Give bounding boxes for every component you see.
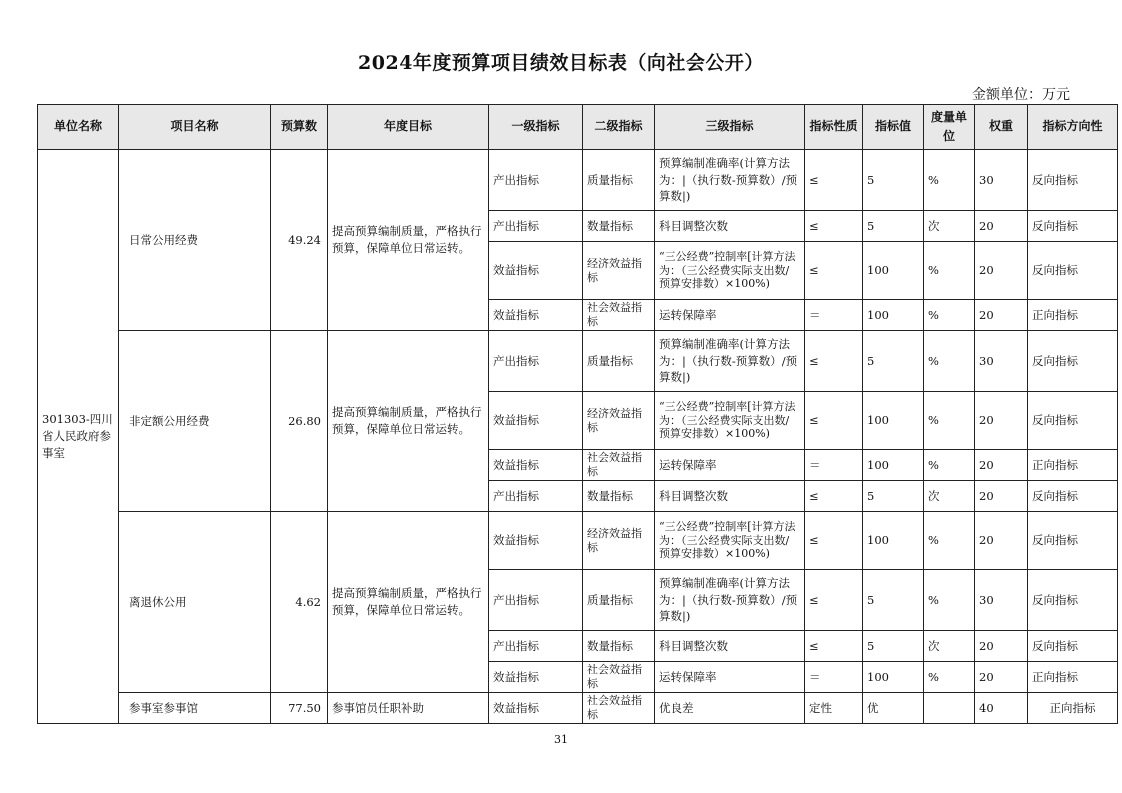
- header-measure-unit: 度量单位: [924, 105, 975, 150]
- value-cell: 优: [863, 693, 924, 724]
- table-row: [38, 150, 1118, 211]
- goal-cell: 参事馆员任职补助: [328, 693, 489, 724]
- goal-cell: 提高预算编制质量，严格执行预算，保障单位日常运转。: [328, 150, 489, 331]
- nature-cell: ≤: [805, 392, 863, 450]
- budget-cell: 49.24: [271, 150, 328, 331]
- l1-cell: 效益指标: [489, 300, 583, 331]
- nature-cell: ＝: [805, 662, 863, 693]
- l3-cell: 科目调整次数: [655, 211, 805, 242]
- l1-cell: 产出指标: [489, 570, 583, 631]
- l1-cell: 效益指标: [489, 392, 583, 450]
- measure-unit-cell: %: [924, 242, 975, 300]
- l3-cell: 科目调整次数: [655, 631, 805, 662]
- l2-cell: 质量指标: [583, 150, 655, 211]
- l3-cell: 预算编制准确率(计算方法为：|（执行数-预算数）/预算数|): [655, 331, 805, 392]
- weight-cell: 30: [975, 570, 1028, 631]
- nature-cell: ≤: [805, 570, 863, 631]
- weight-cell: 20: [975, 512, 1028, 570]
- project-name-cell: 日常公用经费: [119, 150, 271, 331]
- nature-cell: ≤: [805, 150, 863, 211]
- l1-cell: 产出指标: [489, 481, 583, 512]
- nature-cell: ≤: [805, 481, 863, 512]
- value-cell: 100: [863, 242, 924, 300]
- direction-cell: 反向指标: [1028, 211, 1118, 242]
- weight-cell: 20: [975, 242, 1028, 300]
- l2-cell: 数量指标: [583, 481, 655, 512]
- l1-cell: 效益指标: [489, 512, 583, 570]
- weight-cell: 20: [975, 300, 1028, 331]
- table-header-row: [38, 105, 1118, 150]
- value-cell: 5: [863, 211, 924, 242]
- l1-cell: 产出指标: [489, 631, 583, 662]
- measure-unit-cell: %: [924, 392, 975, 450]
- project-name-cell: 非定额公用经费: [119, 331, 271, 512]
- l1-cell: 产出指标: [489, 211, 583, 242]
- weight-cell: 30: [975, 331, 1028, 392]
- goal-cell: 提高预算编制质量，严格执行预算，保障单位日常运转。: [328, 512, 489, 693]
- l3-cell: 科目调整次数: [655, 481, 805, 512]
- direction-cell: 反向指标: [1028, 392, 1118, 450]
- value-cell: 5: [863, 570, 924, 631]
- l2-cell: 数量指标: [583, 211, 655, 242]
- weight-cell: 20: [975, 481, 1028, 512]
- nature-cell: ＝: [805, 300, 863, 331]
- header-level1: 一级指标: [489, 105, 583, 150]
- value-cell: 5: [863, 331, 924, 392]
- l1-cell: 效益指标: [489, 450, 583, 481]
- weight-cell: 30: [975, 150, 1028, 211]
- value-cell: 5: [863, 481, 924, 512]
- l3-cell: 运转保障率: [655, 450, 805, 481]
- measure-unit-cell: %: [924, 570, 975, 631]
- header-weight: 权重: [975, 105, 1028, 150]
- header-annual-goal: 年度目标: [328, 105, 489, 150]
- goal-cell: 提高预算编制质量，严格执行预算，保障单位日常运转。: [328, 331, 489, 512]
- project-name-cell: 参事室参事馆: [119, 693, 271, 724]
- nature-cell: ≤: [805, 242, 863, 300]
- nature-cell: ≤: [805, 631, 863, 662]
- value-cell: 100: [863, 450, 924, 481]
- l1-cell: 效益指标: [489, 242, 583, 300]
- measure-unit-cell: %: [924, 662, 975, 693]
- l2-cell: 社会效益指标: [583, 450, 655, 481]
- l3-cell: “三公经费”控制率[计算方法为：（三公经费实际支出数/预算安排数）×100%): [655, 242, 805, 300]
- nature-cell: ≤: [805, 211, 863, 242]
- l2-cell: 经济效益指标: [583, 242, 655, 300]
- weight-cell: 20: [975, 392, 1028, 450]
- amount-unit-label: 金额单位：万元: [972, 87, 1070, 103]
- l2-cell: 数量指标: [583, 631, 655, 662]
- l1-cell: 效益指标: [489, 693, 583, 724]
- l3-cell: 运转保障率: [655, 662, 805, 693]
- value-cell: 100: [863, 662, 924, 693]
- header-project-name: 项目名称: [119, 105, 271, 150]
- measure-unit-cell: %: [924, 150, 975, 211]
- l2-cell: 经济效益指标: [583, 512, 655, 570]
- budget-cell: 77.50: [271, 693, 328, 724]
- header-value: 指标值: [863, 105, 924, 150]
- l3-cell: 优良差: [655, 693, 805, 724]
- weight-cell: 20: [975, 211, 1028, 242]
- measure-unit-cell: 次: [924, 481, 975, 512]
- header-level2: 二级指标: [583, 105, 655, 150]
- header-direction: 指标方向性: [1028, 105, 1118, 150]
- l1-cell: 效益指标: [489, 662, 583, 693]
- l2-cell: 质量指标: [583, 570, 655, 631]
- direction-cell: 反向指标: [1028, 631, 1118, 662]
- measure-unit-cell: %: [924, 450, 975, 481]
- header-unit-name: 单位名称: [38, 105, 119, 150]
- weight-cell: 20: [975, 662, 1028, 693]
- measure-unit-cell: [924, 693, 975, 724]
- table-row: [38, 512, 1118, 570]
- direction-cell: 反向指标: [1028, 481, 1118, 512]
- nature-cell: 定性: [805, 693, 863, 724]
- value-cell: 5: [863, 631, 924, 662]
- budget-cell: 26.80: [271, 331, 328, 512]
- value-cell: 5: [863, 150, 924, 211]
- direction-cell: 反向指标: [1028, 150, 1118, 211]
- l2-cell: 经济效益指标: [583, 392, 655, 450]
- weight-cell: 20: [975, 450, 1028, 481]
- header-level3: 三级指标: [655, 105, 805, 150]
- weight-cell: 40: [975, 693, 1028, 724]
- direction-cell: 反向指标: [1028, 242, 1118, 300]
- l2-cell: 社会效益指标: [583, 662, 655, 693]
- l3-cell: 预算编制准确率(计算方法为：|（执行数-预算数）/预算数|): [655, 150, 805, 211]
- budget-cell: 4.62: [271, 512, 328, 693]
- value-cell: 100: [863, 392, 924, 450]
- header-nature: 指标性质: [805, 105, 863, 150]
- nature-cell: ≤: [805, 331, 863, 392]
- l2-cell: 社会效益指标: [583, 300, 655, 331]
- nature-cell: ＝: [805, 450, 863, 481]
- measure-unit-cell: 次: [924, 211, 975, 242]
- l1-cell: 产出指标: [489, 150, 583, 211]
- direction-cell: 正向指标: [1028, 693, 1118, 724]
- l2-cell: 质量指标: [583, 331, 655, 392]
- l1-cell: 产出指标: [489, 331, 583, 392]
- l3-cell: 运转保障率: [655, 300, 805, 331]
- project-name-cell: 离退休公用: [119, 512, 271, 693]
- measure-unit-cell: %: [924, 331, 975, 392]
- direction-cell: 正向指标: [1028, 450, 1118, 481]
- page-number: 31: [554, 733, 568, 746]
- nature-cell: ≤: [805, 512, 863, 570]
- header-budget: 预算数: [271, 105, 328, 150]
- value-cell: 100: [863, 512, 924, 570]
- direction-cell: 反向指标: [1028, 512, 1118, 570]
- measure-unit-cell: 次: [924, 631, 975, 662]
- table-row: [38, 331, 1118, 392]
- page-title: 2024年度预算项目绩效目标表（向社会公开）: [358, 52, 764, 74]
- l3-cell: 预算编制准确率(计算方法为：|（执行数-预算数）/预算数|): [655, 570, 805, 631]
- l2-cell: 社会效益指标: [583, 693, 655, 724]
- unit-name-cell: 301303-四川省人民政府参事室: [38, 150, 119, 724]
- direction-cell: 正向指标: [1028, 300, 1118, 331]
- table-row: [38, 693, 1118, 724]
- weight-cell: 20: [975, 631, 1028, 662]
- performance-target-table: [37, 104, 1118, 724]
- direction-cell: 反向指标: [1028, 570, 1118, 631]
- l3-cell: “三公经费”控制率[计算方法为：（三公经费实际支出数/预算安排数）×100%): [655, 512, 805, 570]
- direction-cell: 正向指标: [1028, 662, 1118, 693]
- measure-unit-cell: %: [924, 512, 975, 570]
- l3-cell: “三公经费”控制率[计算方法为：（三公经费实际支出数/预算安排数）×100%): [655, 392, 805, 450]
- measure-unit-cell: %: [924, 300, 975, 331]
- direction-cell: 反向指标: [1028, 331, 1118, 392]
- value-cell: 100: [863, 300, 924, 331]
